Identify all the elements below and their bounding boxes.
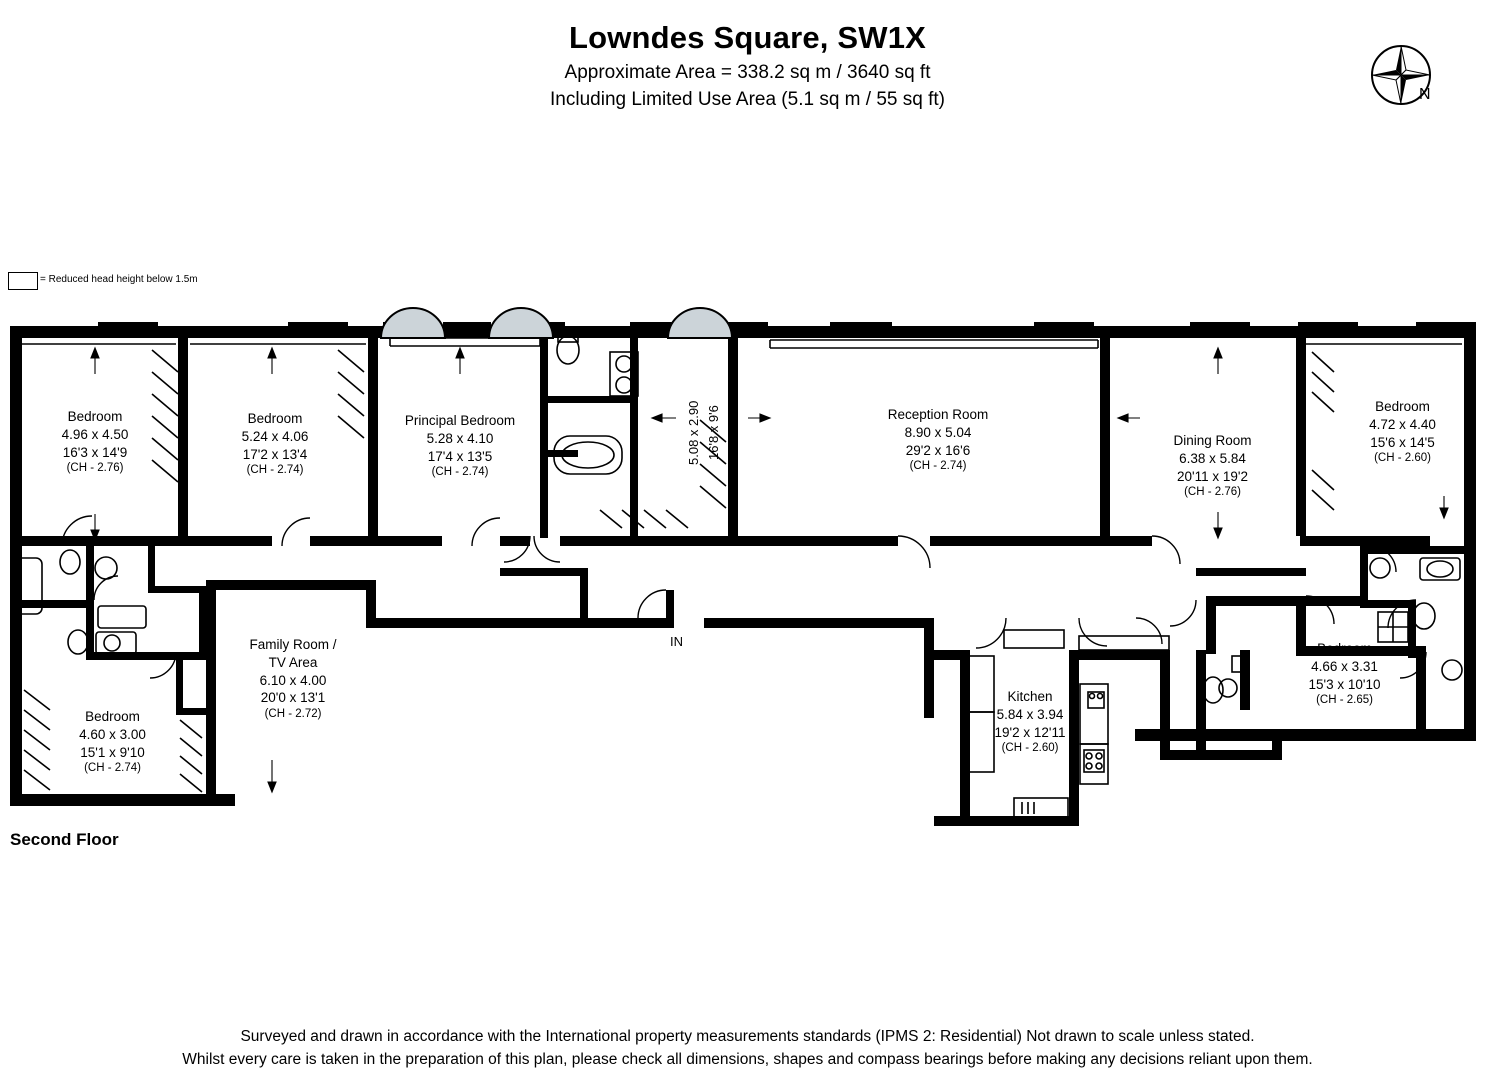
room-dim-imperial: 19'2 x 12'11 [994,724,1066,740]
room-ceiling-height: (CH - 2.65) [1316,694,1373,707]
room-label-bedroom-left-1 [20,408,170,477]
room-ceiling-height: (CH - 2.72) [264,708,322,721]
room-dim-metric: 4.72 x 4.40 [1369,416,1436,432]
room-name: Bedroom [85,709,140,724]
approximate-area-text: Approximate Area = 338.2 sq m / 3640 sq ft [564,62,931,83]
room-ceiling-height: (CH - 2.74) [84,762,141,775]
ensuite-dim-metric: 5.08 x 2.90 [686,400,701,465]
room-dim-imperial: 17'2 x 13'4 [242,446,308,462]
room-dim-imperial: 15'1 x 9'10 [80,744,145,760]
room-name: Kitchen [1007,689,1053,704]
room-ceiling-height: (CH - 2.74) [246,464,304,477]
room-name: Bedroom [1375,399,1430,414]
room-dim-metric: 5.28 x 4.10 [426,430,494,446]
limited-use-area-text: Including Limited Use Area (5.1 sq m / 55 sq ft) [550,89,945,110]
room-name: Bedroom [67,409,123,424]
room-name: Principal Bedroom [404,413,516,428]
room-dim-metric: 6.10 x 4.00 [259,672,327,688]
room-label-kitchen [955,688,1105,757]
room-label-bedroom-right-lower [1272,640,1417,709]
room-ceiling-height: (CH - 2.60) [1374,452,1431,465]
room-name: Reception Room [887,407,989,422]
room-dim-metric: 8.90 x 5.04 [904,424,972,440]
floorplan-drawing [0,300,1495,830]
entrance-in-label: IN [670,634,683,649]
room-dim-metric: 5.24 x 4.06 [241,428,309,444]
room-label-principal-bedroom [380,412,540,481]
room-dim-imperial: 15'3 x 10'10 [1308,676,1381,692]
floor-level-label: Second Floor [10,830,119,849]
room-dim-imperial: 15'6 x 14'5 [1370,434,1435,450]
room-dim-metric: 6.38 x 5.84 [1179,450,1246,466]
room-name: Bedroom [1317,641,1372,656]
room-ceiling-height: (CH - 2.60) [1001,742,1059,755]
room-label-reception-room [858,406,1018,475]
room-ceiling-height: (CH - 2.76) [1184,486,1241,499]
room-ceiling-height: (CH - 2.76) [66,462,124,475]
room-dim-imperial: 20'11 x 19'2 [1177,468,1248,484]
room-label-family-room-tv-area [218,636,368,722]
room-dim-metric: 5.84 x 3.94 [996,706,1064,722]
ensuite-dim-imperial: 16'8 x 9'6 [706,405,721,460]
page-title: Lowndes Square, SW1X [568,20,927,55]
room-name: Dining Room [1173,433,1252,448]
footer-line-2: Whilst every care is taken in the preparation of this plan, please check all dimensions, shapes and compass bearings before making any decisions reliant upon them. [182,1051,1313,1068]
room-name: Family Room / [249,637,337,652]
room-dim-imperial: 16'3 x 14'9 [62,444,128,460]
reduced-head-height-swatch [8,272,38,290]
room-label-bedroom-right-top [1330,398,1475,467]
room-dim-metric: 4.96 x 4.50 [61,426,129,442]
room-dim-imperial: 20'0 x 13'1 [260,690,326,706]
room-ceiling-height: (CH - 2.74) [431,466,489,479]
room-dim-imperial: 17'4 x 13'5 [427,448,493,464]
room-dim-imperial: 29'2 x 16'6 [905,442,971,458]
room-dim-metric: 4.60 x 3.00 [79,726,146,742]
room-name-second-line: TV Area [268,654,318,670]
reduced-head-height-label: = Reduced head height below 1.5m [40,274,198,285]
room-label-bedroom-left-2 [200,410,350,479]
room-ceiling-height: (CH - 2.74) [909,460,967,473]
room-name: Bedroom [247,411,303,426]
compass-north-label: N [1419,86,1431,103]
room-label-dining-room [1135,432,1290,501]
room-dim-metric: 4.66 x 3.31 [1311,658,1378,674]
footer-line-1: Surveyed and drawn in accordance with the International property measurements standards (IPMS 2: Residential) Not drawn to scale unless stated. [240,1028,1255,1045]
room-label-bedroom-lower-left [40,708,185,777]
